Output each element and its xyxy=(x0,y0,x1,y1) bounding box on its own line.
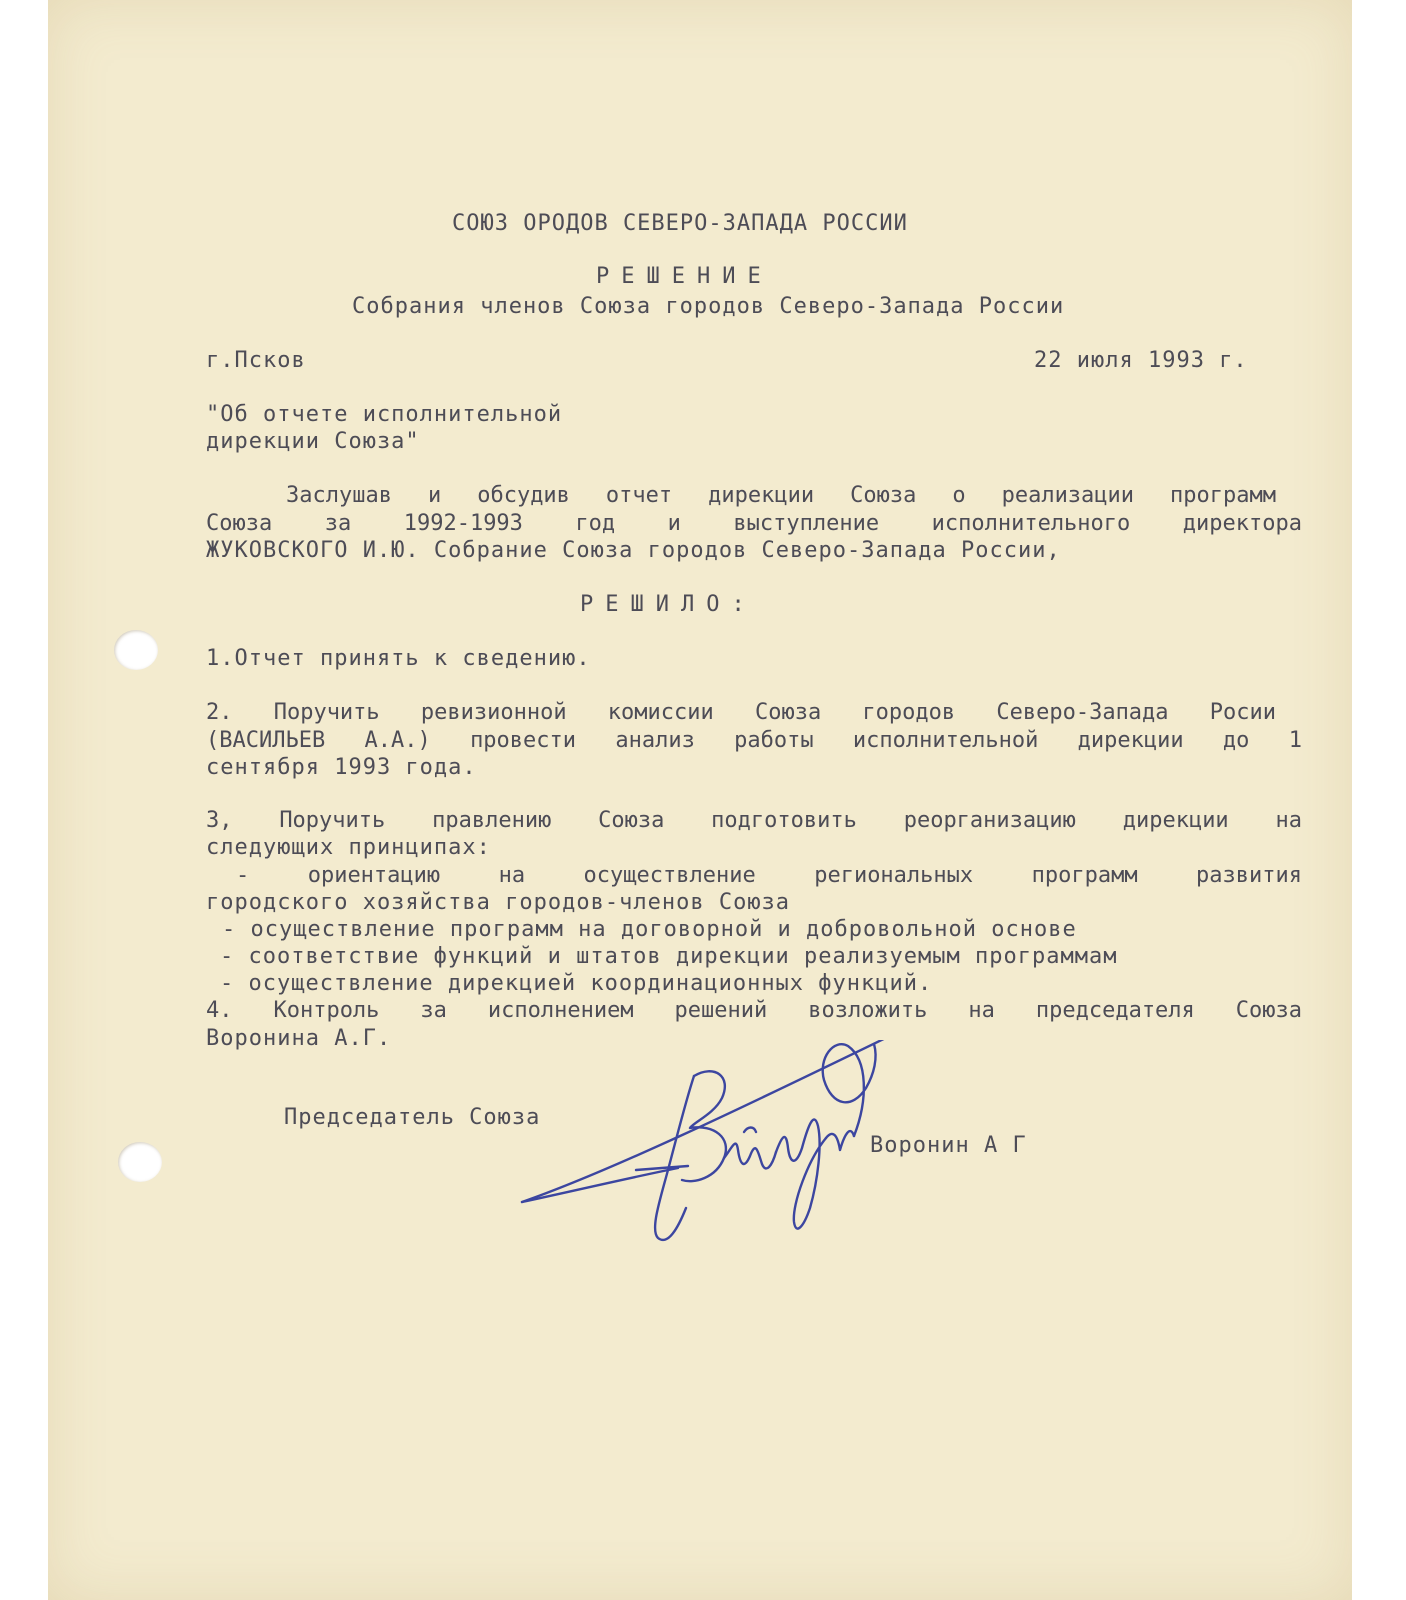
preamble-line-2: Союза за 1992-1993 год и выступление исполнительного директора xyxy=(206,511,1302,536)
preamble-line-1: Заслушав и обсудив отчет дирекции Союза о реализации программ xyxy=(286,483,1276,508)
item-3-line-1: 3, Поручить правлению Союза подготовить реорганизацию дирекции на xyxy=(206,808,1302,833)
organization-name: СОЮЗ ОРОДОВ СЕВЕРО-ЗАПАДА РОССИИ xyxy=(452,211,908,236)
document-subtitle: Собрания членов Союза городов Северо-Запада России xyxy=(352,294,1065,319)
item-3-bullet-1-line-1: - ориентацию на осуществление региональных программ развития xyxy=(236,863,1302,888)
signatory-title: Председатель Союза xyxy=(284,1105,541,1130)
item-1: 1.Отчет принять к сведению. xyxy=(206,646,591,671)
punch-hole-top xyxy=(114,630,158,670)
document-type-title: РЕШЕНИЕ xyxy=(596,264,773,289)
subject-line-1: "Об отчете исполнительной xyxy=(206,402,563,427)
item-2-line-3: сентября 1993 года. xyxy=(206,755,477,780)
item-3-line-2: следующих принципах: xyxy=(206,835,491,860)
item-2-line-2: (ВАСИЛЬЕВ А.А.) провести анализ работы исполнительной дирекции до 1 xyxy=(206,728,1302,753)
item-2-line-1: 2. Поручить ревизионной комиссии Союза городов Северо-Запада Росии xyxy=(206,700,1276,725)
punch-hole-bottom xyxy=(118,1142,162,1182)
city: г.Псков xyxy=(206,348,306,373)
item-4-line-1: 4. Контроль за исполнением решений возложить на председателя Союза xyxy=(206,998,1302,1023)
document-date: 22 июля 1993 г. xyxy=(1034,348,1248,373)
subject-line-2: дирекции Союза" xyxy=(206,429,420,454)
item-3-bullet-2: - осуществление программ на договорной и добровольной основе xyxy=(222,917,1077,942)
item-3-bullet-4: - осуществление дирекцией координационных функций. xyxy=(220,971,933,996)
handwritten-signature xyxy=(518,1040,938,1270)
preamble-line-3: ЖУКОВСКОГО И.Ю. Собрание Союза городов Северо-Запада России, xyxy=(206,538,1061,563)
item-3-bullet-3: - соответствие функций и штатов дирекции реализуемым программам xyxy=(220,944,1118,969)
item-3-bullet-1-line-2: городского хозяйства городов-членов Союза xyxy=(206,890,791,915)
signatory-name: Воронин А Г xyxy=(870,1133,1027,1158)
item-4-line-2: Воронина А.Г. xyxy=(206,1026,392,1051)
resolved-heading: РЕШИЛО: xyxy=(580,592,757,617)
document-page xyxy=(48,0,1352,1600)
